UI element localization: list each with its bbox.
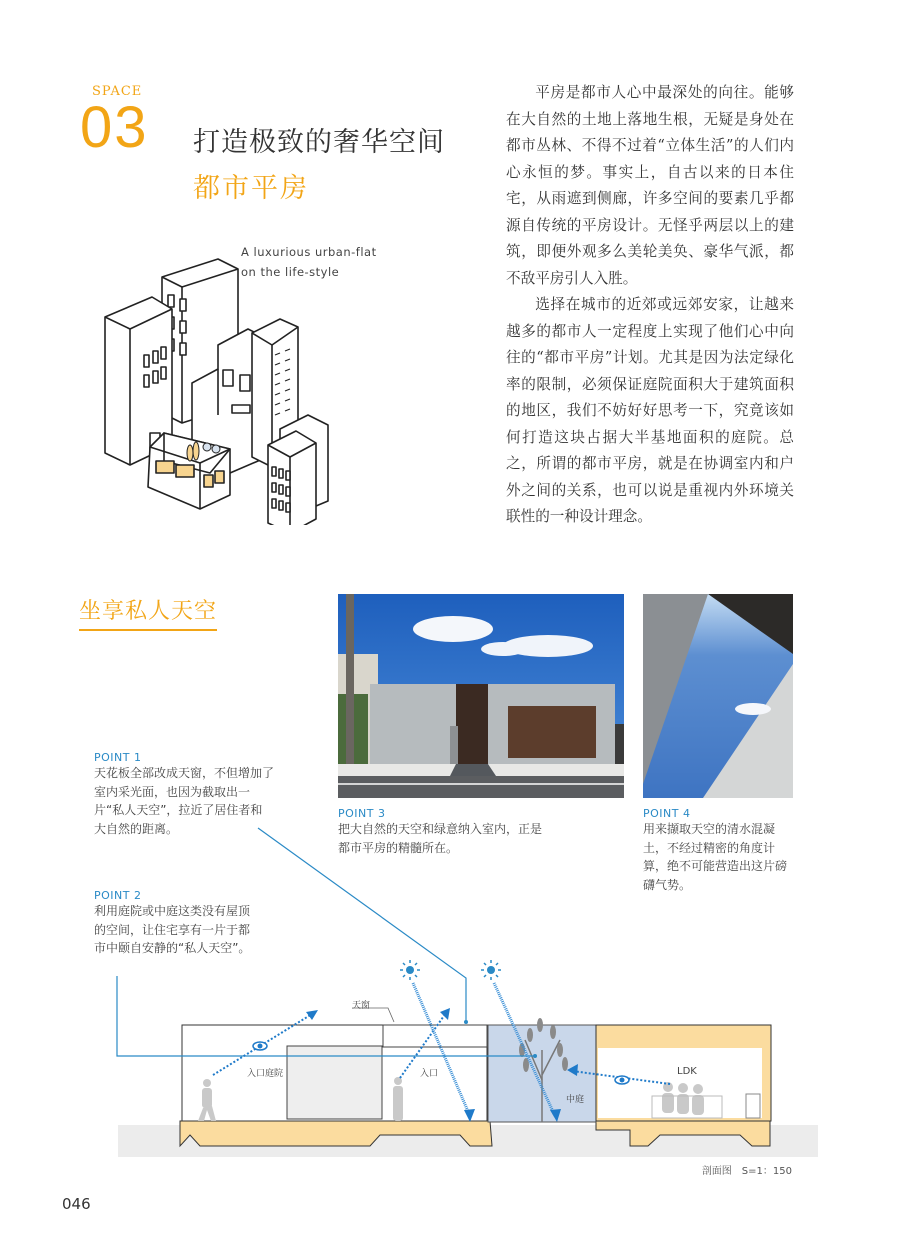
page-title: 打造极致的奢华空间 <box>193 127 445 158</box>
label-ldk: LDK <box>677 1066 697 1077</box>
english-tagline-line2: on the life-style <box>241 265 340 279</box>
house-facade-photo <box>338 594 624 798</box>
chapter-number: 03 <box>80 95 149 160</box>
page-number: 046 <box>62 1195 91 1213</box>
intro-paragraph: 选择在城市的近郊或远郊安家，让越来越多的都市人一定程度上实现了他们心中向往的“都市平房”计划。尤其是因为法定绿化率的限制，必须保证庭院面积大于建筑面积的地区，我们不妨好好思考一下，究竟该如何打造这块占据大半基地面积的庭院。总之，所谓的都市平房，就是在协调室内和户外之间的关系，也可以说是重视内外环境关联性的一种设计理念。 <box>506 296 794 525</box>
eye-icon <box>615 1076 629 1084</box>
point-text: 天花板全部改成天窗，不但增加了室内采光面，也因为截取出一片“私人天空”，拉近了居住者和大自然的距离。 <box>94 766 275 836</box>
label-skylight: 天窗 <box>352 1001 371 1011</box>
facade-image <box>338 594 624 798</box>
point-text: 用来撷取天空的清水混凝土，不经过精密的角度计算，绝不可能营造出这片磅礴气势。 <box>643 822 788 892</box>
english-tagline-line1: A luxurious urban-flat <box>241 245 377 259</box>
building-icon <box>268 431 316 525</box>
point-label: POINT 1 <box>94 751 142 764</box>
sun-icon <box>481 960 501 980</box>
label-entry-court: 入口庭院 <box>247 1069 284 1079</box>
sky-image <box>643 594 793 798</box>
point-label: POINT 2 <box>94 889 142 902</box>
point-text: 把大自然的天空和绿意纳入室内，正是都市平房的精髓所在。 <box>338 822 543 855</box>
point-label: POINT 4 <box>643 807 691 820</box>
label-central-court: 中庭 <box>566 1095 585 1105</box>
section-diagram <box>0 820 900 1165</box>
space-label: SPACE <box>92 84 143 99</box>
label-entry: 入口 <box>420 1069 439 1079</box>
point-text: 利用庭院或中庭这类没有屋顶的空间，让住宅享有一片于都市中颐自安静的“私人天空”。 <box>94 904 251 955</box>
sun-icon <box>400 960 420 980</box>
diagram-caption: 剖面图 S=1：150 <box>701 1166 792 1177</box>
eye-icon <box>253 1042 267 1050</box>
city-illustration <box>100 255 330 525</box>
section-heading: 坐享私人天空 <box>79 594 217 631</box>
sky-concrete-photo <box>643 594 793 798</box>
page-subtitle: 都市平房 <box>193 173 309 204</box>
intro-paragraph: 平房是都市人心中最深处的向往。能够在大自然的土地上落地生根，无疑是身处在都市丛林、不得不过着“立体生活”的人们内心永恒的梦。事实上，自古以来的日本住宅，从雨遮到侧廊，许多空间的要素几乎都源自传统的平房设计。无怪乎两层以上的建筑，即便外观多么美轮美奂、豪华气派，都不敌平房引人入胜。 <box>506 84 794 287</box>
intro-body <box>506 80 794 531</box>
point-label: POINT 3 <box>338 807 386 820</box>
people-seated-icon <box>662 1082 704 1115</box>
